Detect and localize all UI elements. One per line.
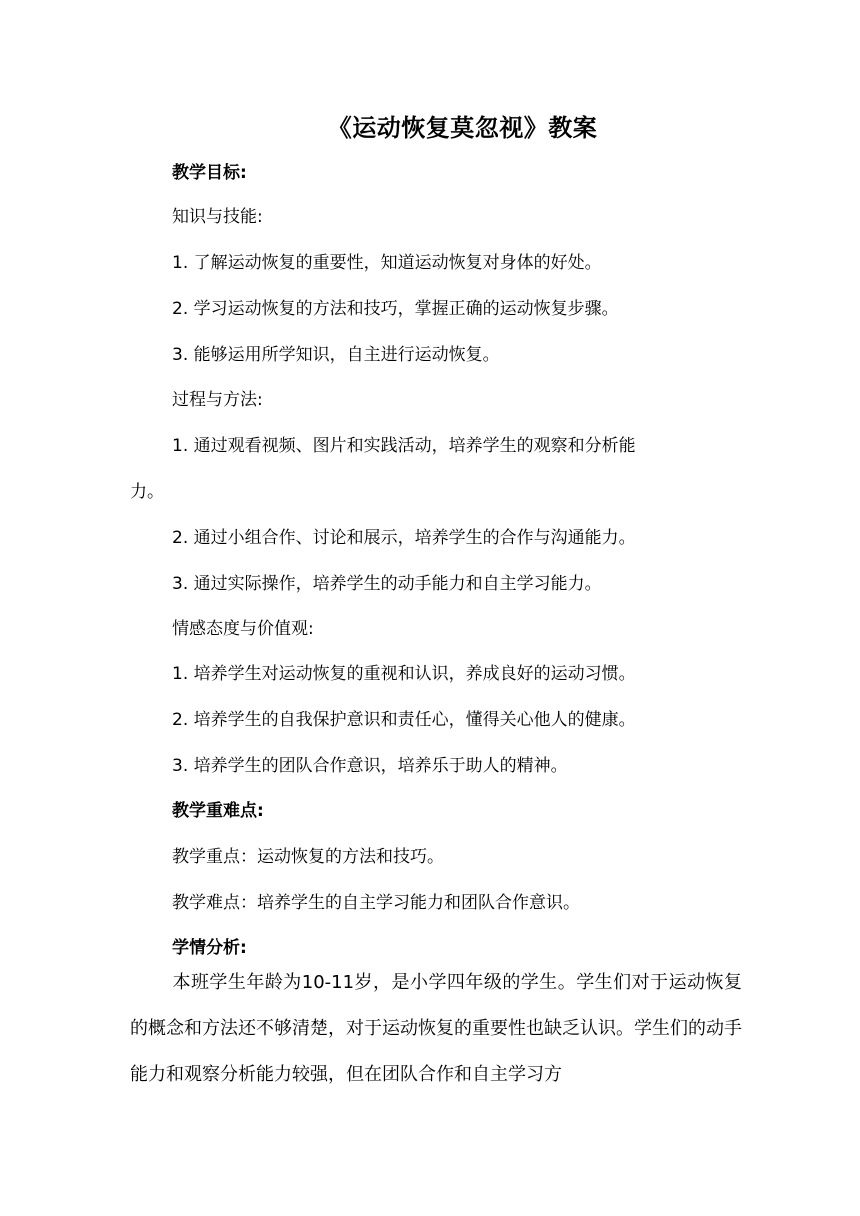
process-item-continuation: 力。: [130, 482, 164, 502]
process-label: 过程与方法:: [172, 390, 263, 410]
objectives-heading: 教学目标:: [172, 163, 247, 183]
key-point: 教学重点：运动恢复的方法和技巧。: [172, 847, 444, 867]
emotion-label: 情感态度与价值观:: [172, 619, 314, 639]
knowledge-item: 3. 能够运用所学知识，自主进行运动恢复。: [172, 345, 500, 365]
process-item: 3. 通过实际操作，培养学生的动手能力和自主学习能力。: [172, 574, 602, 594]
knowledge-item: 2. 学习运动恢复的方法和技巧，掌握正确的运动恢复步骤。: [172, 299, 619, 319]
key-points-heading: 教学重难点:: [172, 801, 264, 821]
emotion-item: 3. 培养学生的团队合作意识，培养乐于助人的精神。: [172, 756, 568, 776]
document-title: 《运动恢复莫忽视》教案: [327, 114, 598, 142]
analysis-heading: 学情分析:: [172, 938, 247, 958]
emotion-item: 1. 培养学生对运动恢复的重视和认识，养成良好的运动习惯。: [172, 664, 636, 684]
knowledge-item: 1. 了解运动恢复的重要性，知道运动恢复对身体的好处。: [172, 253, 602, 273]
process-item: 2. 通过小组合作、讨论和展示，培养学生的合作与沟通能力。: [172, 528, 636, 548]
analysis-paragraph-text: 本班学生年龄为10-11岁，是小学四年级的学生。学生们对于运动恢复的概念和方法还不够清楚，对于运动恢复的重要性也缺乏认识。学生们的动手能力和观察分析能力较强，但在团队合作和自主学习方: [130, 972, 742, 1085]
emotion-item: 2. 培养学生的自我保护意识和责任心，懂得关心他人的健康。: [172, 710, 636, 730]
knowledge-label: 知识与技能:: [172, 207, 263, 227]
process-item: 1. 通过观看视频、图片和实践活动，培养学生的观察和分析能: [172, 436, 636, 456]
analysis-paragraph: [130, 960, 742, 1098]
difficult-point: 教学难点：培养学生的自主学习能力和团队合作意识。: [172, 893, 580, 913]
